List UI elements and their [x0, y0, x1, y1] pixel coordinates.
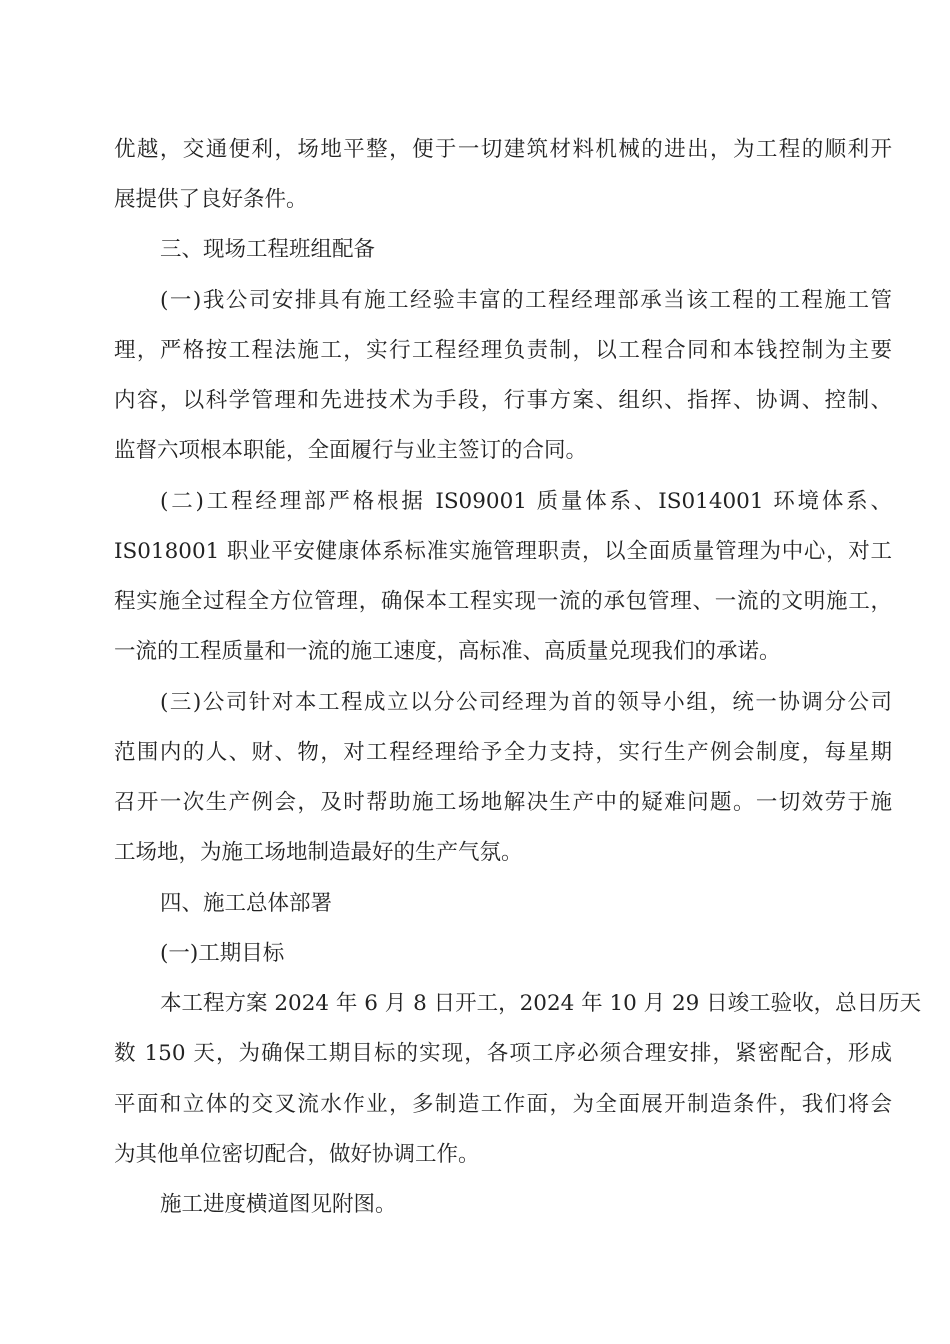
paragraph-6: 施工进度横道图见附图。	[160, 1192, 397, 1217]
subsection-heading-schedule-goal: (一)工期目标	[160, 941, 285, 966]
paragraph-1-line-2: 展提供了良好条件。	[114, 187, 308, 212]
paragraph-3-line-3: 程实施全过程全方位管理，确保本工程实现一流的承包管理、一流的文明施工，	[114, 589, 892, 614]
paragraph-3-line-2: IS018001 职业平安健康体系标准实施管理职责，以全面质量管理为中心，对工	[114, 539, 892, 564]
paragraph-3-line-4: 一流的工程质量和一流的施工速度，高标准、高质量兑现我们的承诺。	[114, 639, 781, 664]
paragraph-5-line-2: 数 150 天，为确保工期目标的实现，各项工序必须合理安排，紧密配合，形成	[114, 1041, 892, 1066]
paragraph-4-line-4: 工场地，为施工场地制造最好的生产气氛。	[114, 840, 523, 865]
paragraph-5-line-1: 本工程方案 2024 年 6 月 8 日开工，2024 年 10 月 29 日竣工验收，总日历天	[160, 991, 922, 1016]
paragraph-2-line-4: 监督六项根本职能，全面履行与业主签订的合同。	[114, 438, 588, 463]
paragraph-2-line-1: (一)我公司安排具有施工经验丰富的工程经理部承当该工程的工程施工管	[160, 288, 892, 313]
paragraph-2-line-2: 理，严格按工程法施工，实行工程经理负责制，以工程合同和本钱控制为主要	[114, 338, 892, 363]
section-heading-4: 四、施工总体部署	[160, 891, 333, 916]
paragraph-4-line-2: 范围内的人、财、物，对工程经理给予全力支持，实行生产例会制度，每星期	[114, 740, 892, 765]
paragraph-1-line-1: 优越，交通便利，场地平整，便于一切建筑材料机械的进出，为工程的顺利开	[114, 137, 892, 162]
paragraph-5-line-4: 为其他单位密切配合，做好协调工作。	[114, 1142, 480, 1167]
paragraph-5-line-3: 平面和立体的交叉流水作业，多制造工作面，为全面展开制造条件，我们将会	[114, 1092, 892, 1117]
section-heading-3: 三、现场工程班组配备	[160, 237, 376, 262]
paragraph-3-line-1: (二)工程经理部严格根据 IS09001 质量体系、IS014001 环境体系、	[160, 489, 892, 514]
paragraph-2-line-3: 内容，以科学管理和先进技术为手段，行事方案、组织、指挥、协调、控制、	[114, 388, 892, 413]
paragraph-4-line-1: (三)公司针对本工程成立以分公司经理为首的领导小组，统一协调分公司	[160, 690, 892, 715]
paragraph-4-line-3: 召开一次生产例会，及时帮助施工场地解决生产中的疑难问题。一切效劳于施	[114, 790, 892, 815]
